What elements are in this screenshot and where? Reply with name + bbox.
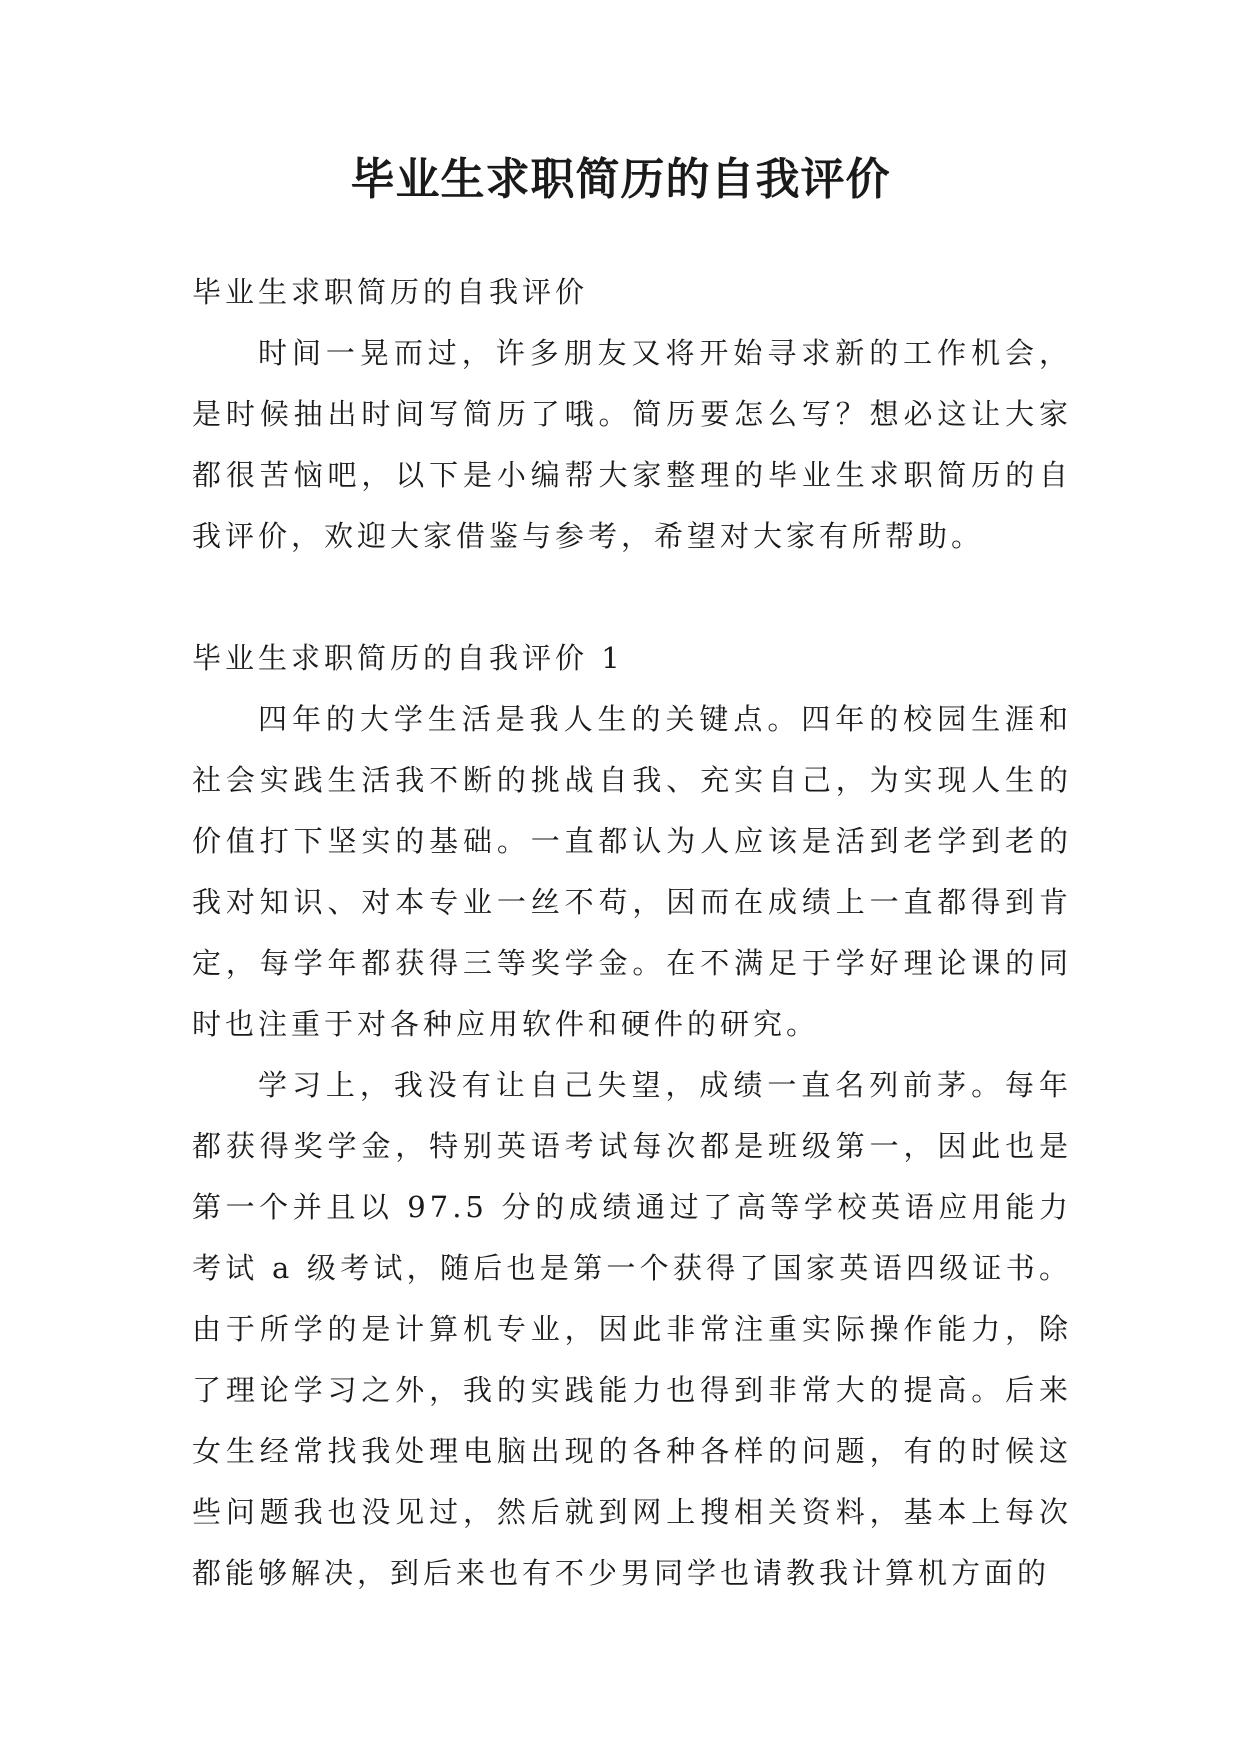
section1-heading: 毕业生求职简历的自我评价 1: [192, 641, 624, 675]
section1-paragraph-2: 学习上，我没有让自己失望，成绩一直名列前茅。每年都获得奖学金，特别英语考试每次都是班级第一，因此也是第一个并且以 97.5 分的成绩通过了高等学校英语应用能力考试 a 级考试，随后也是第一个获得了国家英语四级证书。由于所学的是计算机专业，因此非常注重实际操作能力，除了理论学习之外，我的实践能力也得到非常大的提高。后来女生经常找我处理电脑出现的各种各样的问题，有的时候这些问题我也没见过，然后就到网上搜相关资料，基本上每次都能够解决，到后来也有不少男同学也请教我计算机方面的: [192, 1068, 1072, 1590]
document-body: [192, 262, 1072, 1604]
intro-paragraph: 时间一晃而过，许多朋友又将开始寻求新的工作机会，是时候抽出时间写简历了哦。简历要怎么写？想必这让大家都很苦恼吧，以下是小编帮大家整理的毕业生求职简历的自我评价，欢迎大家借鉴与参考，希望对大家有所帮助。: [192, 336, 1072, 553]
document-title: 毕业生求职简历的自我评价: [350, 154, 891, 205]
section1-paragraph-1: 四年的大学生活是我人生的关键点。四年的校园生涯和社会实践生活我不断的挑战自我、充实自己，为实现人生的价值打下坚实的基础。一直都认为人应该是活到老学到老的我对知识、对本专业一丝不苟，因而在成绩上一直都得到肯定，每学年都获得三等奖学金。在不满足于学好理论课的同时也注重于对各种应用软件和硬件的研究。: [192, 702, 1072, 1041]
section-spacer: [192, 567, 1072, 628]
intro-heading: 毕业生求职简历的自我评价: [192, 275, 589, 309]
